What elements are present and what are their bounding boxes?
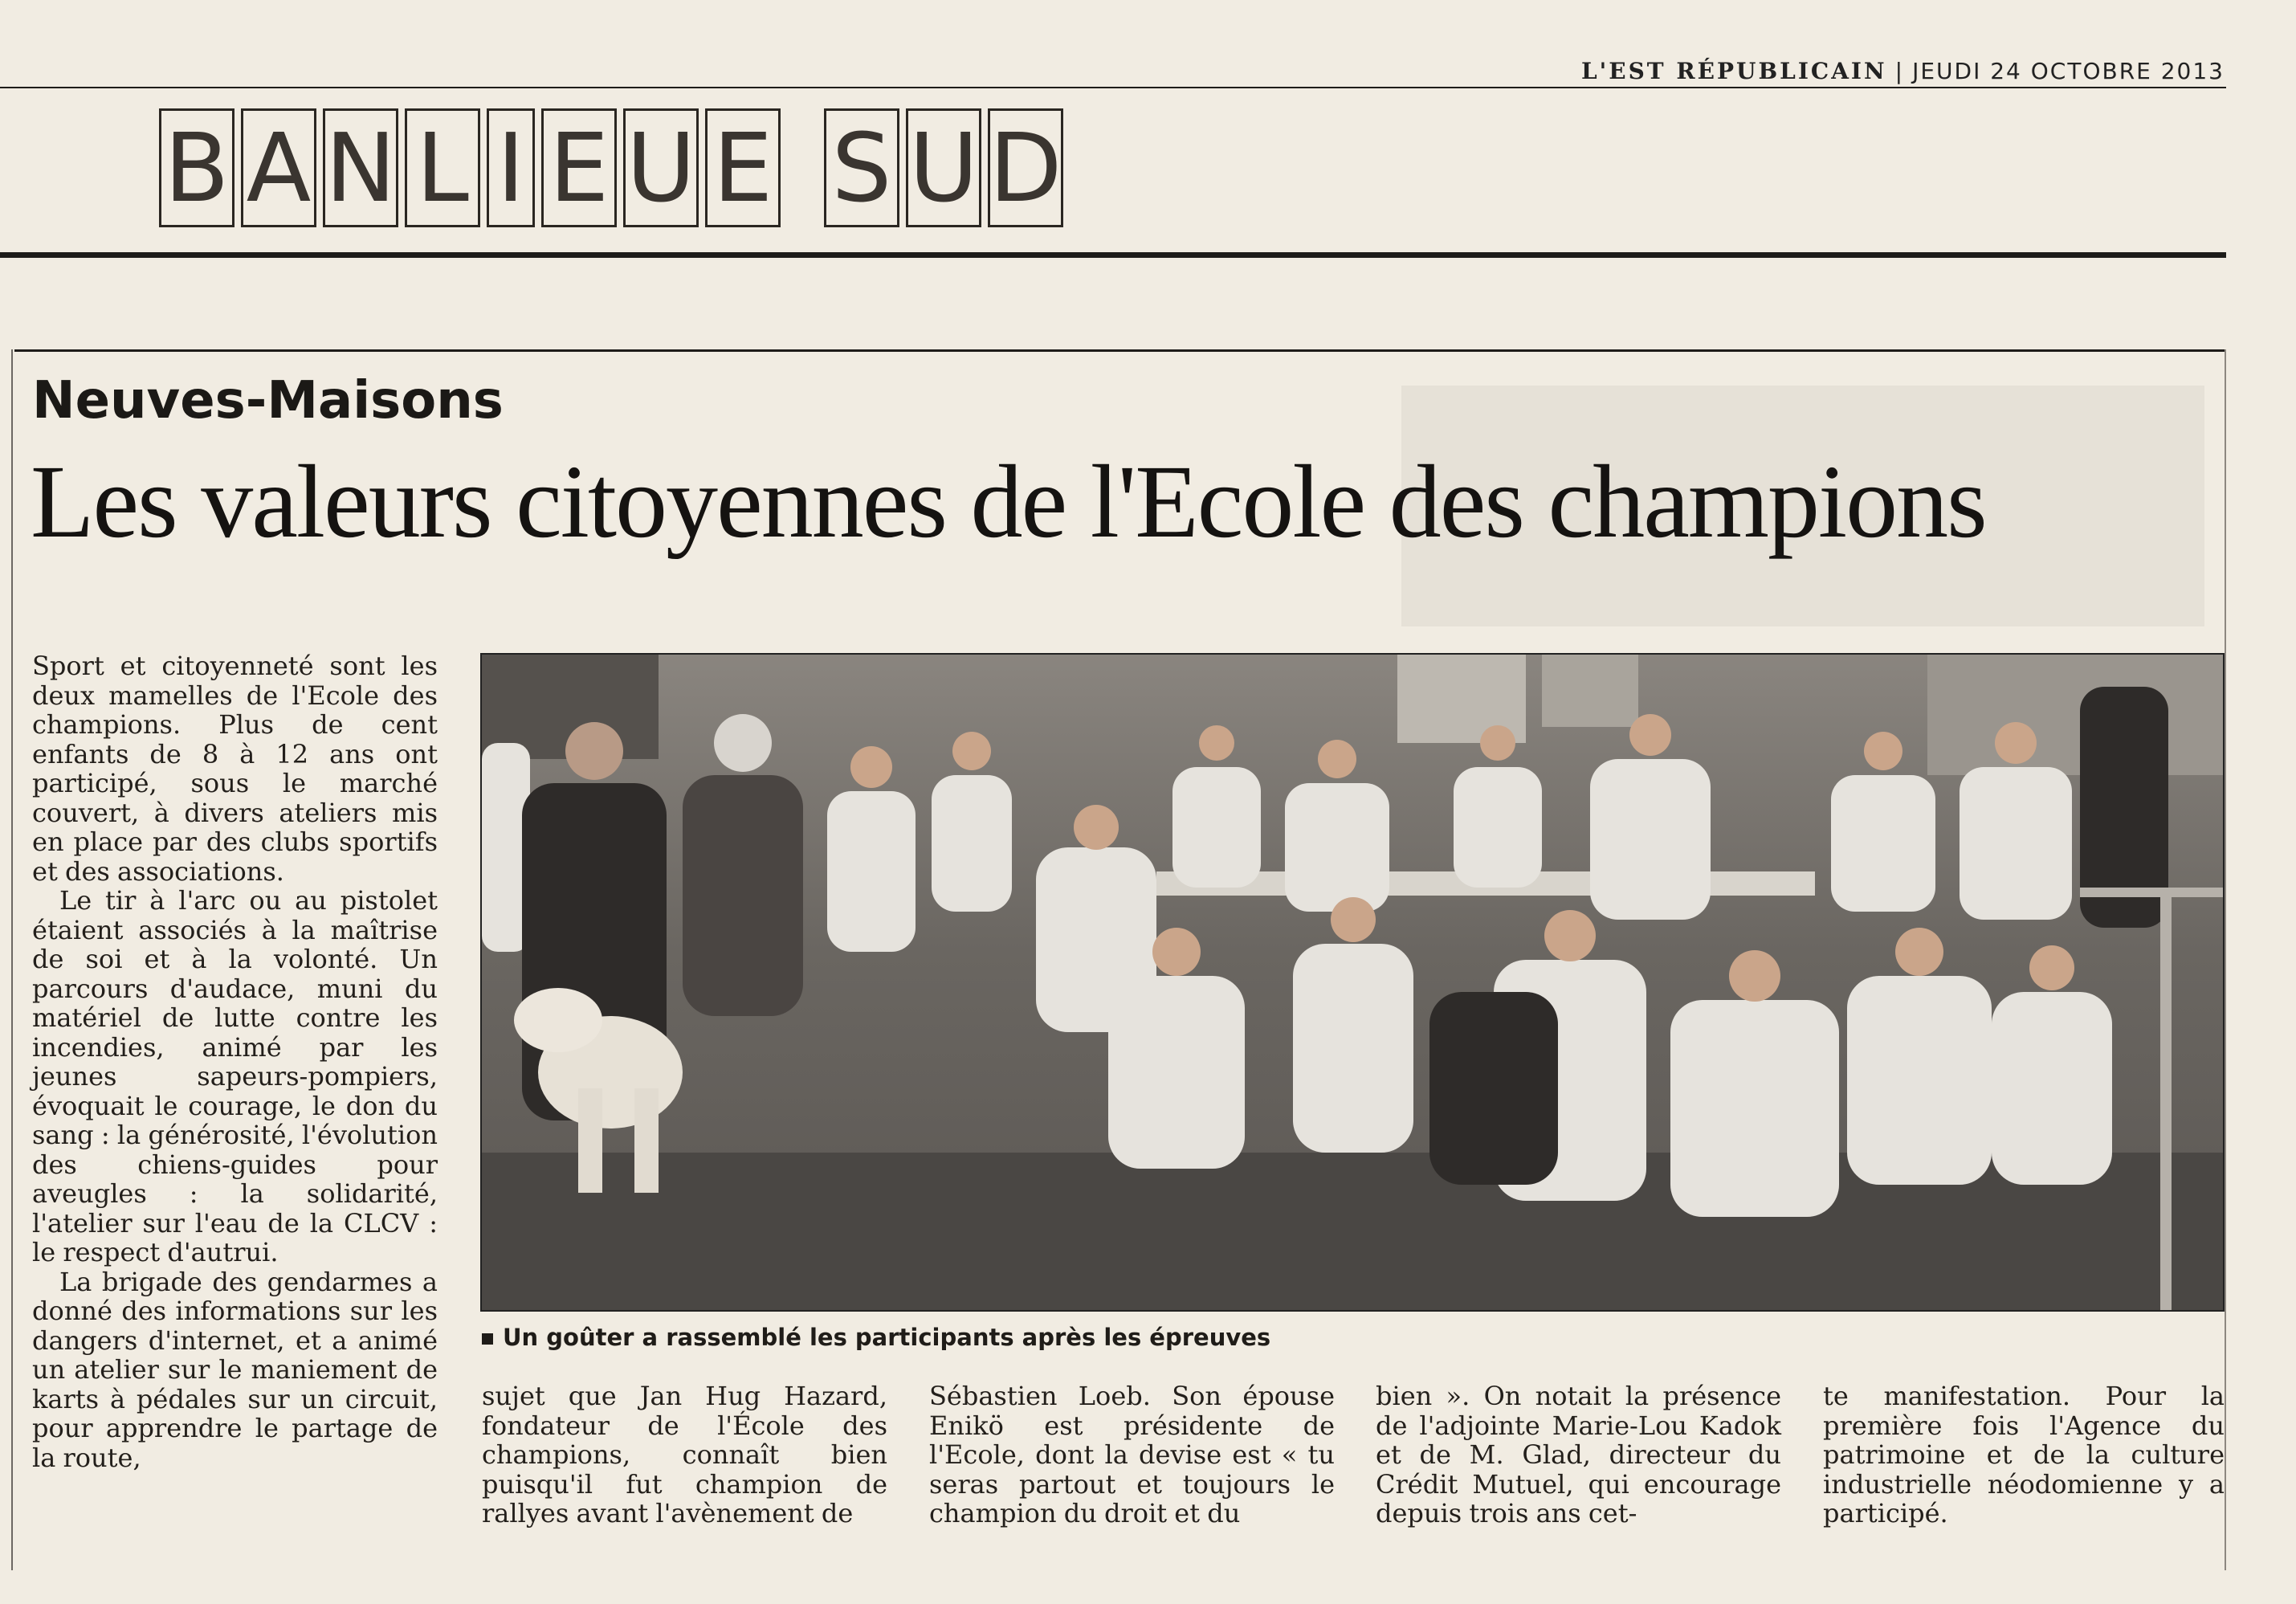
body-column-1 (32, 651, 438, 1472)
section-letter: A (241, 108, 316, 227)
body-column-5: te manifestation. Pour la première fois l'Agence du patrimoine et de la culture industrielle néodomienne y a participé. (1823, 1381, 2225, 1528)
section-letter: L (405, 108, 480, 227)
section-word-gap (787, 108, 818, 231)
body-column-2: sujet que Jan Hug Hazard, fondateur de l'École des champions, connaît bien puisqu'il fut champion de rallyes avant l'avènement de (482, 1381, 887, 1528)
article-kicker: Neuves-Maisons (32, 371, 504, 431)
photo-caption (482, 1324, 1270, 1351)
section-letter: B (159, 108, 234, 227)
newspaper-name: L'EST RÉPUBLICAIN (1580, 58, 1887, 84)
caption-text: Un goûter a rassemblé les participants après les épreuves (503, 1324, 1271, 1351)
body-paragraph: Le tir à l'arc ou au pistolet étaient associés à la maîtrise de soi et à la volonté. Un parcours d'audace, muni du matériel de lutte contre les incendies, animé par les jeunes sapeurs-pompiers, évoquait le courage, le don du sang : la générosité, l'évolution des chiens-guides pour aveugles : la solidarité, l'atelier sur l'eau de la CLCV : le respect d'autrui. (32, 885, 438, 1267)
section-rule (0, 252, 2226, 258)
left-margin-rule (11, 349, 13, 1570)
section-letter: D (988, 108, 1063, 227)
right-margin-rule (2225, 349, 2226, 1570)
section-letter: S (824, 108, 899, 227)
section-letter: E (705, 108, 781, 227)
photo-illustration (482, 655, 2225, 1312)
section-letter: E (541, 108, 617, 227)
section-letter: U (906, 108, 981, 227)
masthead-separator: | (1894, 58, 1905, 84)
section-letter: N (323, 108, 398, 227)
body-column-3: Sébastien Loeb. Son épouse Enikö est présidente de l'Ecole, dont la devise est « tu seras partout et toujours le champion du droit et du (929, 1381, 1335, 1528)
masthead (1518, 58, 2225, 84)
body-paragraph: Sport et citoyenneté sont les deux mamelles de l'Ecole des champions. Plus de cent enfants de 8 à 12 ans ont participé, sous le marché couvert, à divers ateliers mis en place par des clubs sportifs et des associations. (32, 651, 438, 887)
article-headline: Les valeurs citoyennes de l'Ecole des champions (31, 444, 1986, 560)
caption-bullet-icon (482, 1333, 493, 1345)
section-letter: I (487, 108, 535, 227)
top-rule (0, 87, 2226, 88)
article-rule (14, 349, 2226, 352)
body-paragraph: La brigade des gendarmes a donné des informations sur les dangers d'internet, et a animé un atelier sur le maniement de karts à pédales sur un circuit, pour apprendre le partage de la route, (32, 1266, 438, 1473)
section-heading (159, 108, 1063, 231)
article-photo (480, 653, 2225, 1312)
issue-date: JEUDI 24 OCTOBRE 2013 (1912, 58, 2225, 84)
section-letter: U (623, 108, 699, 227)
body-column-4: bien ». On notait la présence de l'adjointe Marie-Lou Kadok et de M. Glad, directeur du Crédit Mutuel, qui encourage depuis trois ans cet- (1376, 1381, 1781, 1528)
